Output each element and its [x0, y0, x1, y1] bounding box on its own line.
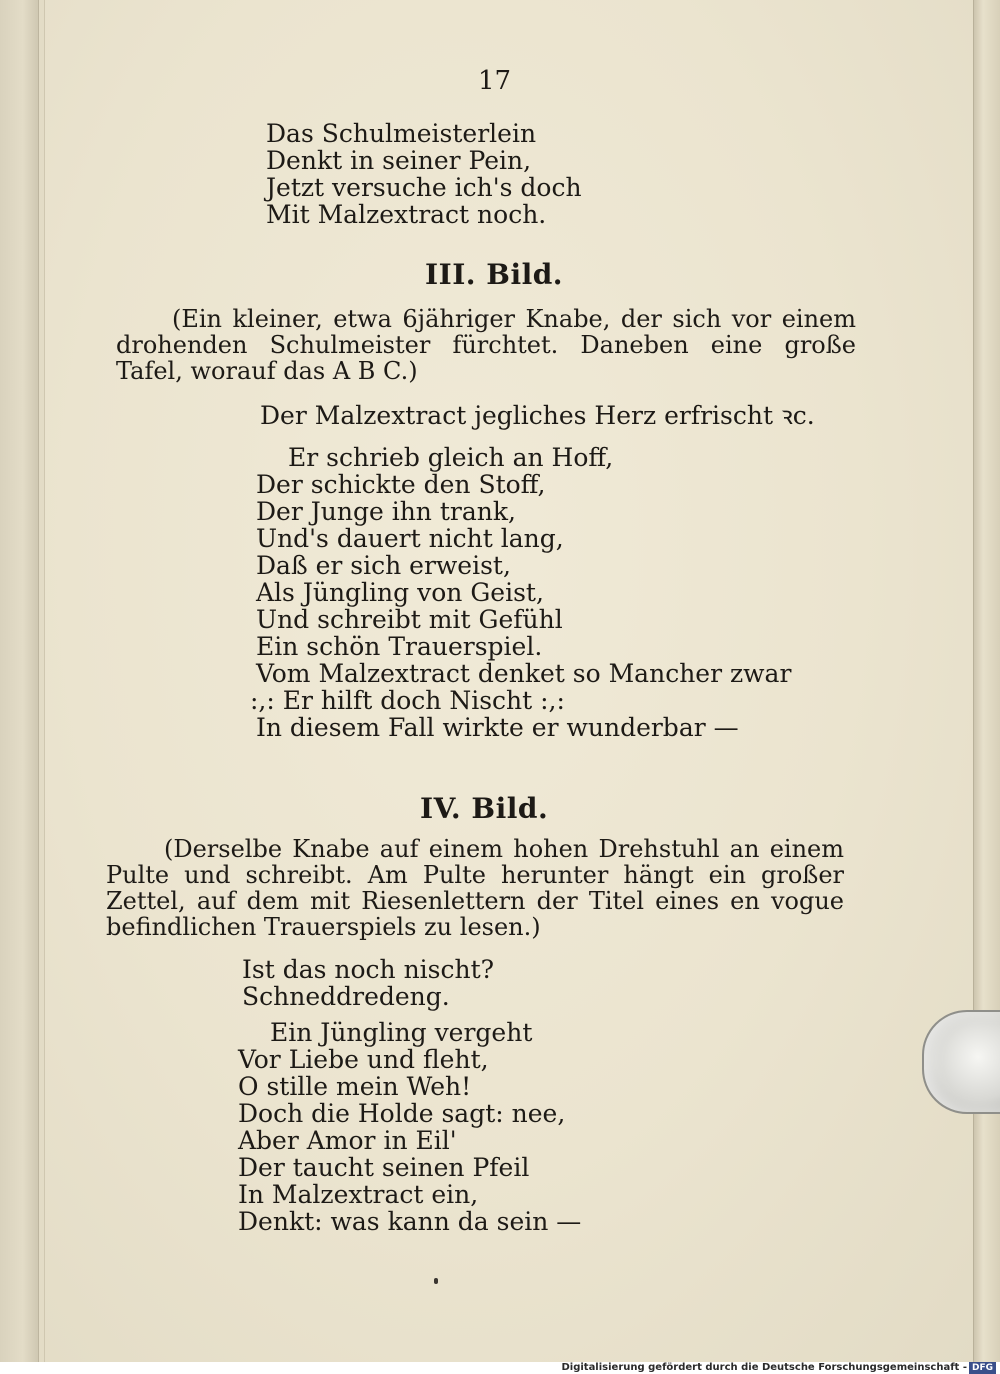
verse-line: Doch die Holde sagt: nee,: [238, 1099, 566, 1128]
verse-line: In Malzextract ein,: [238, 1180, 479, 1209]
verse-line: Als Jüngling von Geist,: [256, 578, 544, 607]
verse-line: Der taucht seinen Pfeil: [238, 1153, 530, 1182]
stage-direction-3: (Ein kleiner, etwa 6jähriger Knabe, der sich vor einem drohenden Schulmeister fürchtet. Daneben eine große Tafel, worauf das A B C.): [116, 305, 856, 385]
verse-line: Der Junge ihn trank,: [256, 497, 516, 526]
verse-line: Mit Malzextract noch.: [266, 200, 547, 229]
page-clip: [922, 1010, 1000, 1114]
verse-line: In diesem Fall wirkte er wunderbar —: [256, 713, 739, 742]
section-heading-3: III. Bild.: [425, 258, 564, 291]
verse-line: Das Schulmeisterlein: [266, 119, 537, 148]
ink-spot: [434, 1278, 438, 1284]
footer-text: Digitalisierung gefördert durch die Deutsche Forschungsgemeinschaft -: [561, 1362, 967, 1373]
verse-line: Er schrieb gleich an Hoff,: [288, 443, 614, 472]
verse-line: Der schickte den Stoff,: [256, 470, 546, 499]
digitization-footer: [0, 1362, 1000, 1374]
verse-line: :,: Er hilft doch Nischt :,:: [250, 686, 565, 715]
verse-line: Ein schön Trauerspiel.: [256, 632, 543, 661]
verse-line: Und's dauert nicht lang,: [256, 524, 564, 553]
verse-line: Vor Liebe und fleht,: [238, 1045, 489, 1074]
page-number: 17: [478, 66, 512, 96]
left-page-edge: [0, 0, 39, 1362]
verse-line: Ein Jüngling vergeht: [270, 1018, 533, 1047]
verse-line: Ist das noch nischt?: [242, 955, 495, 984]
right-page-edge: [973, 0, 1000, 1362]
verse-line: Vom Malzextract denket so Mancher zwar: [256, 659, 792, 688]
verse-line: Und schreibt mit Gefühl: [256, 605, 563, 634]
verse-line: O stille mein Weh!: [238, 1072, 472, 1101]
refrain: Der Malzextract jegliches Herz erfrischt ꝛc.: [260, 401, 815, 430]
verse-line: Schneddredeng.: [242, 982, 450, 1011]
verse-line: Daß er sich erweist,: [256, 551, 511, 580]
verse-line: Jetzt versuche ich's doch: [266, 173, 582, 202]
verse-line: Aber Amor in Eil': [238, 1126, 457, 1155]
dfg-logo: DFG: [969, 1362, 996, 1374]
verse-line: Denkt: was kann da sein —: [238, 1207, 582, 1236]
stage-direction-4: (Derselbe Knabe auf einem hohen Drehstuhl an einem Pulte und schreibt. Am Pulte herunter hängt ein großer Zettel, auf dem mit Riesenlettern der Titel eines en vogue befindlichen Trauerspiels zu lesen.): [106, 835, 844, 941]
verse-line: Denkt in seiner Pein,: [266, 146, 532, 175]
section-heading-4: IV. Bild.: [420, 792, 549, 825]
